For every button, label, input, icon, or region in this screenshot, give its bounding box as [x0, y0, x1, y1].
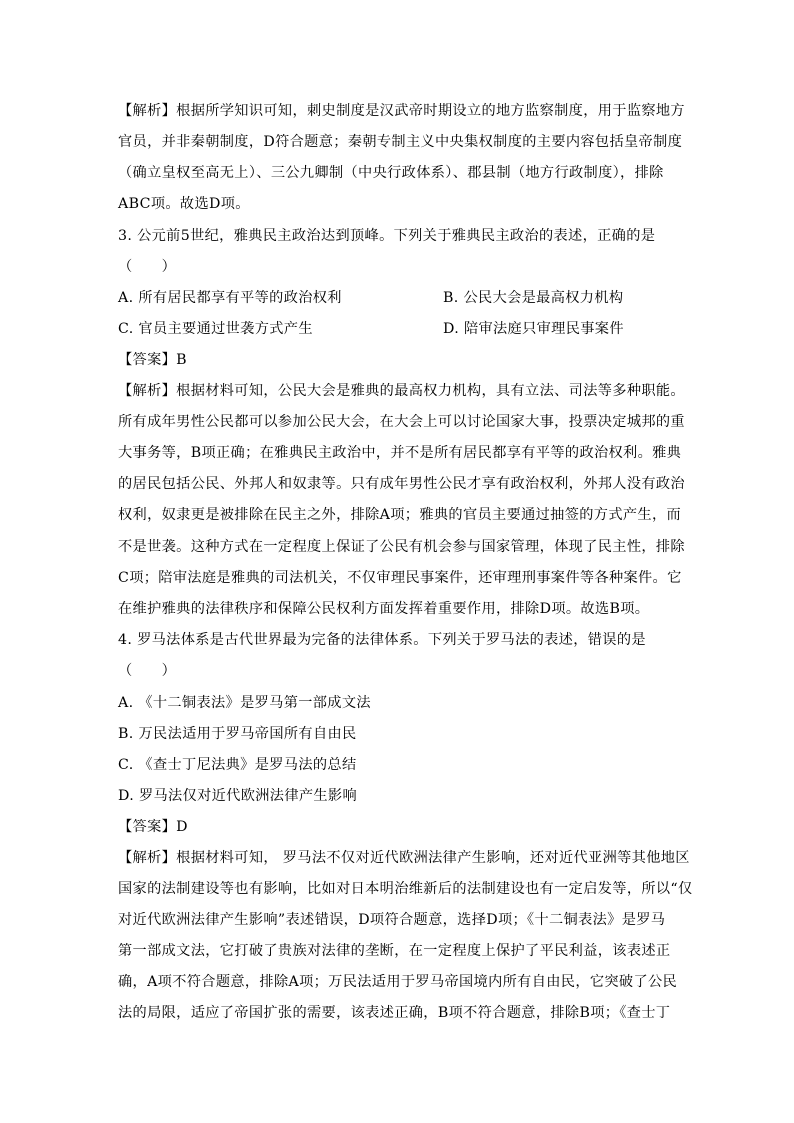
- q4-analysis-line: 法的局限，适应了帝国扩张的需要，该表述正确，B项不符合题意，排除B项；《查士丁: [118, 1005, 671, 1021]
- q4-option-c: C. 《查士丁尼法典》是罗马法的总结: [118, 757, 357, 773]
- q2-analysis-line: 【解析】根据所学知识可知，刺史制度是汉武帝时期设立的地方监察制度，用于监察地方: [118, 103, 685, 119]
- q4-blank: （ ）: [118, 663, 177, 679]
- q3-analysis-line: 的居民包括公民、外邦人和奴隶等。只有成年男性公民才享有政治权利，外邦人没有政治: [118, 476, 685, 492]
- q3-blank: （ ）: [118, 259, 177, 275]
- q3-option-a: A. 所有居民都享有平等的政治权利: [118, 290, 342, 306]
- q4-analysis-line: 第一部成文法，它打破了贵族对法律的垄断，在一定程度上保护了平民利益，该表述正: [118, 943, 671, 959]
- q3-analysis-line: C项；陪审法庭是雅典的司法机关，不仅审理民事案件，还审理刑事案件等各种案件。它: [118, 570, 682, 586]
- q3-answer: 【答案】B: [118, 352, 187, 368]
- q3-option-b: B. 公民大会是最高权力机构: [443, 290, 624, 306]
- q3-stem: 3. 公元前5世纪，雅典民主政治达到顶峰。下列关于雅典民主政治的表述，正确的是: [118, 228, 656, 244]
- q3-option-c: C. 官员主要通过世袭方式产生: [118, 321, 313, 337]
- q2-analysis-line: ABC项。故选D项。: [118, 196, 250, 212]
- q3-analysis-line: 在维护雅典的法律秩序和保障公民权利方面发挥着重要作用，排除D项。故选B项。: [118, 601, 650, 617]
- q4-analysis-line: 对近代欧洲法律产生影响”表述错误，D项符合题意，选择D项；《十二铜表法》是罗马: [118, 912, 666, 928]
- q4-option-d: D. 罗马法仅对近代欧洲法律产生影响: [118, 788, 358, 804]
- q4-option-b: B. 万民法适用于罗马帝国所有自由民: [118, 726, 357, 742]
- q4-option-a: A. 《十二铜表法》是罗马第一部成文法: [118, 695, 371, 711]
- q3-analysis-line: 不是世袭。这种方式在一定程度上保证了公民有机会参与国家管理，体现了民主性，排除: [118, 539, 685, 555]
- q2-analysis-line: 官员，并非秦朝制度，D符合题意；秦朝专制主义中央集权制度的主要内容包括皇帝制度: [118, 134, 683, 150]
- q4-analysis-line: 国家的法制建设等也有影响，比如对日本明治维新后的法制建设也有一定启发等，所以“仅: [118, 881, 693, 897]
- q4-analysis-line: 确，A项不符合题意，排除A项；万民法适用于罗马帝国境内所有自由民，它突破了公民: [118, 974, 678, 990]
- q3-analysis-line: 所有成年男性公民都可以参加公民大会，在大会上可以讨论国家大事，投票决定城邦的重: [118, 414, 685, 430]
- q4-analysis-line: 【解析】根据材料可知， 罗马法不仅对近代欧洲法律产生影响，还对近代亚洲等其他地区: [118, 850, 690, 866]
- q2-analysis-line: （确立皇权至高无上）、三公九卿制（中央行政体系）、郡县制（地方行政制度），排除: [118, 165, 664, 181]
- q3-analysis-line: 权利，奴隶更是被排除在民主之外，排除A项；雅典的官员主要通过抽签的方式产生，而: [118, 507, 682, 523]
- q3-analysis-line: 大事务等，B项正确；在雅典民主政治中，并不是所有居民都享有平等的政治权利。雅典: [118, 445, 682, 461]
- q3-option-d: D. 陪审法庭只审理民事案件: [443, 321, 624, 337]
- q4-answer: 【答案】D: [118, 819, 188, 835]
- q4-stem: 4. 罗马法体系是古代世界最为完备的法律体系。下列关于罗马法的表述，错误的是: [118, 632, 646, 648]
- q3-analysis-line: 【解析】根据材料可知，公民大会是雅典的最高权力机构，具有立法、司法等多种职能。: [118, 383, 685, 399]
